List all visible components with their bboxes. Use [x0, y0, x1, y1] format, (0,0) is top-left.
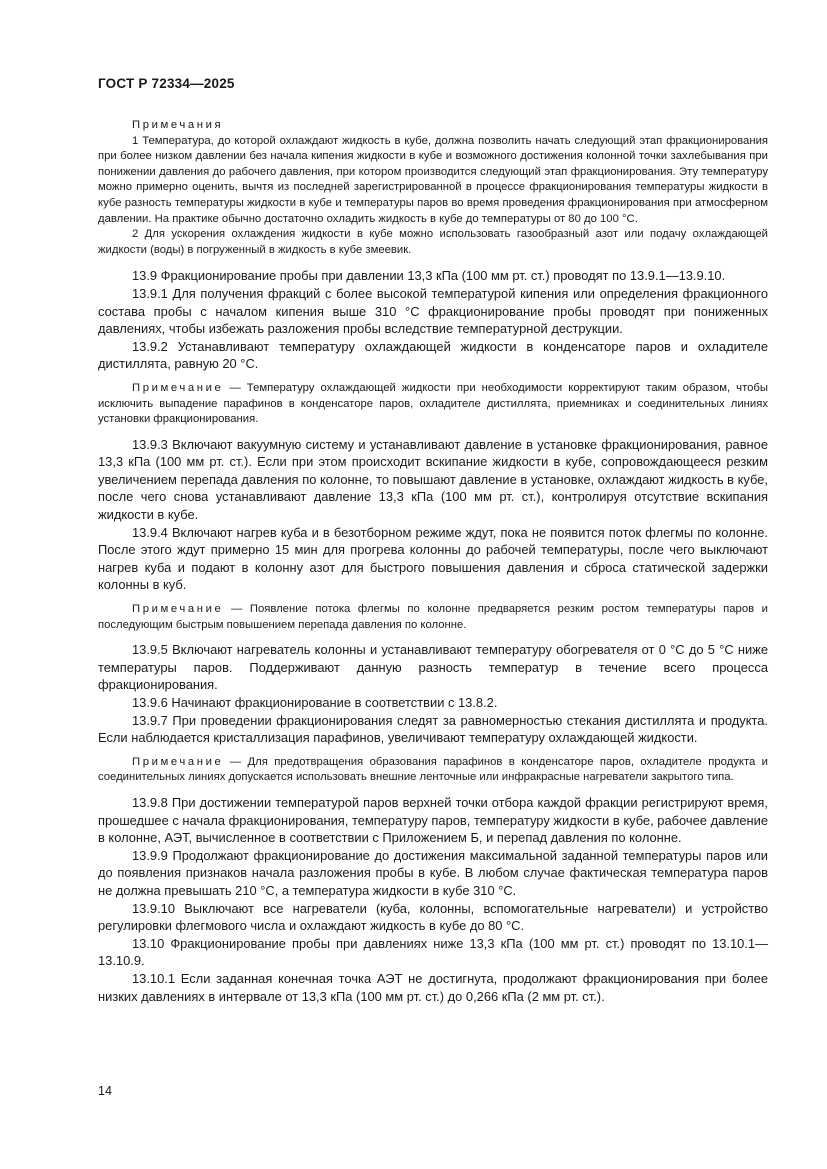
note-13-9-7	[98, 755, 768, 786]
clause-13-9-7: 13.9.7 При проведении фракционирования следят за равномерностью стекания дистиллята и продукта. Если наблюдается кристаллизация парафинов, увеличивают температуру охлаждающей жидкости.	[98, 712, 768, 746]
note-text: — Температуру охлаждающей жидкости при необходимости корректируют таким образом, чтобы исключить выпадение парафинов в конденсаторе паров, охладителе дистиллята, приемниках и соединительных линиях установки фракционирования.	[98, 381, 768, 426]
note-text: — Появление потока флегмы по колонне предваряется резким ростом температуры паров и последующим быстрым повышением перепада давления по колонне.	[98, 603, 768, 631]
page-number: 14	[98, 1084, 112, 1098]
note-text: — Для предотвращения образования парафинов в конденсаторе паров, охладителе продукта и соединительных линиях допускается использовать внешние ленточные или инфракрасные нагреватели закрытого типа.	[98, 755, 768, 784]
clause-13-9-6: 13.9.6 Начинают фракционирование в соответствии с 13.8.2.	[132, 695, 498, 710]
clause-13-9-1: 13.9.1 Для получения фракций с более высокой температурой кипения или определения фракционного состава пробы с началом кипения выше 310 °С фракционирование пробы проводят при пониженных давлениях, чтобы избежать разложения пробы вследствие температурной деструкции.	[98, 285, 768, 337]
note-label: Примечание	[132, 755, 224, 768]
clause-13-9-9: 13.9.9 Продолжают фракционирование до достижения максимальной заданной температуры паров или до появления признаков начала разложения пробы в кубе. В любом случае фактическая температура паров не должна превышать 210 °С, а температура жидкости в кубе 310 °С.	[98, 847, 768, 898]
note-label: Примечание	[132, 381, 224, 394]
clause-13-10: 13.10 Фракционирование пробы при давлениях ниже 13,3 кПа (100 мм рт. ст.) проводят по 13.10.1—13.10.9.	[98, 935, 768, 969]
note-item-2: 2 Для ускорения охлаждения жидкости в кубе можно использовать газообразный азот или подачу охлаждающей жидкости (воды) в погруженный в жидкость в кубе змеевик.	[98, 228, 768, 256]
clause-13-9-3: 13.9.3 Включают вакуумную систему и устанавливают давление в установке фракционирования, равное 13,3 кПа (100 мм рт. ст.). Если при этом происходит вскипание жидкости в кубе, сопровождающееся резким увеличением перепада давления по колонне, то повышают давление в установке, охлаждают жидкость в кубе, после чего снова устанавливают давление 13,3 кПа (100 мм рт. ст.), контролируя отсутствие вскипания жидкости в кубе.	[98, 436, 768, 523]
clause-13-10-1: 13.10.1 Если заданная конечная точка АЭТ не достигнута, продолжают фракционирования при более низких давлениях в интервале от 13,3 кПа (100 мм рт. ст.) до 0,266 кПа (2 мм рт. ст.).	[98, 970, 768, 1004]
notes-title: Примечания	[132, 119, 224, 131]
clause-13-9-8: 13.9.8 При достижении температурой паров верхней точки отбора каждой фракции регистрируют время, прошедшее с начала фракционирования, температуру паров, температуру жидкости в кубе, рабочее давление в колонне, АЭТ, вычисленное в соответствии с Приложением Б, и перепад давления по колонне.	[98, 794, 768, 846]
clause-13-9-2: 13.9.2 Устанавливают температуру охлаждающей жидкости в конденсаторе паров и охладителе дистиллята, равную 20 °С.	[98, 338, 768, 372]
note-13-9-4	[98, 602, 768, 633]
clause-13-9: 13.9 Фракционирование пробы при давлении 13,3 кПа (100 мм рт. ст.) проводят по 13.9.1—13.9.10.	[132, 268, 726, 284]
note-label: Примечание	[132, 603, 224, 616]
note-13-9-2	[98, 381, 768, 428]
note-item-1: 1 Температура, до которой охлаждают жидкость в кубе, должна позволить начать следующий этап фракционирования при более низком давлении без начала кипения жидкости в кубе и возможного достижения колонной точки захлебывания при понижении давления до рабочего давления, при котором производится следующий этап фракционирования. Эту температуру можно примерно оценить, вычтя из последней зарегистрированной в процессе фракционирования температуры жидкости в кубе разность температуры жидкости в кубе и температуры паров во время проведения фракционирования при атмосферном давлении. На практике обычно достаточно охладить жидкость в кубе до температуры от 80 до 100 °С.	[98, 134, 768, 225]
clause-13-9-4: 13.9.4 Включают нагрев куба и в безотборном режиме ждут, пока не появится поток флегмы по колонне. После этого ждут примерно 15 мин для прогрева колонны до рабочей температуры, после чего выключают нагрев куба и подают в колонну азот для быстрого повышения давления и сброса статической задержки колонны в куб.	[98, 524, 768, 593]
document-body	[98, 118, 768, 1005]
clause-13-9-5: 13.9.5 Включают нагреватель колонны и устанавливают температуру обогревателя от 0 °С до 5 °С ниже температуры паров. Поддерживают данную разность температур в течение всего процесса фракционирования.	[98, 642, 768, 693]
standard-id: ГОСТ Р 72334—2025	[98, 76, 235, 91]
clause-13-9-10: 13.9.10 Выключают все нагреватели (куба, колонны, вспомогательные нагреватели) и устройство регулировки флегмового числа и охлаждают жидкость в кубе до 80 °С.	[98, 900, 768, 934]
